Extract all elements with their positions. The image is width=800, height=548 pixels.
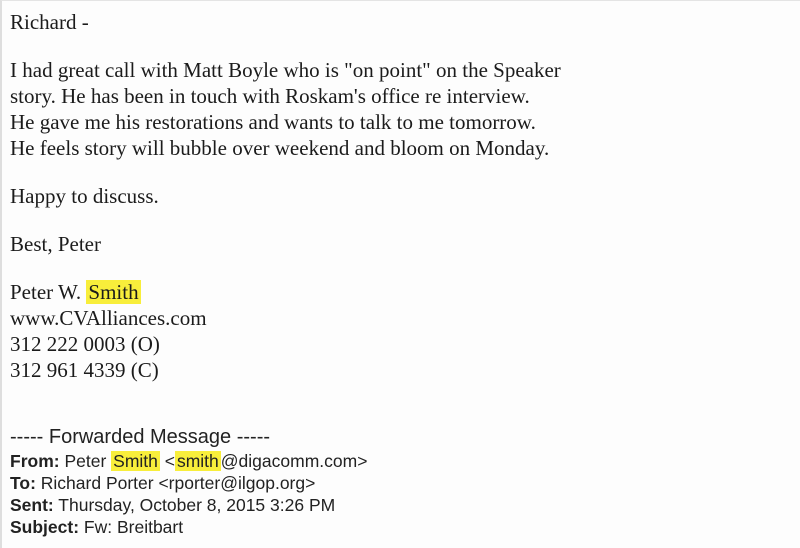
from-name-highlight: Smith bbox=[113, 451, 158, 471]
body-line: He feels story will bubble over weekend and bloom on Monday. bbox=[10, 136, 550, 160]
from-name-prefix: Peter bbox=[59, 451, 112, 471]
body-line: He gave me his restorations and wants to talk to me tomorrow. bbox=[10, 110, 536, 134]
sent-value: Thursday, October 8, 2015 3:26 PM bbox=[53, 495, 336, 515]
forwarded-sent-line bbox=[10, 494, 790, 516]
sent-label: Sent: bbox=[10, 495, 54, 515]
signature-block bbox=[10, 279, 790, 383]
signature-name-line bbox=[10, 279, 790, 305]
to-value: Richard Porter <rporter@ilgop.org> bbox=[35, 473, 316, 493]
signature-phone-cell-line: 312 961 4339 (C) bbox=[10, 358, 159, 382]
greeting-line: Richard - bbox=[10, 10, 89, 34]
forwarded-message-block bbox=[10, 425, 790, 538]
from-label: From: bbox=[10, 451, 60, 471]
forwarded-to-line bbox=[10, 472, 790, 494]
signature-name-prefix: Peter W. bbox=[10, 280, 87, 304]
forwarded-message-header: ----- Forwarded Message ----- bbox=[10, 426, 271, 448]
forwarded-from-line bbox=[10, 450, 790, 472]
body-line: I had great call with Matt Boyle who is "on point" on the Speaker bbox=[10, 58, 561, 82]
signature-website-line: www.CVAlliances.com bbox=[10, 306, 207, 330]
from-email-open: < bbox=[159, 451, 175, 471]
body-paragraph bbox=[10, 57, 790, 161]
to-label: To: bbox=[10, 473, 36, 493]
closing-happy-line: Happy to discuss. bbox=[10, 184, 159, 208]
signature-name-highlight: Smith bbox=[88, 280, 139, 304]
forwarded-subject-line bbox=[10, 516, 790, 538]
from-email-domain: @digacomm.com> bbox=[220, 451, 368, 471]
from-email-highlight: smith bbox=[176, 451, 219, 471]
email-body bbox=[10, 9, 790, 383]
signature-phone-office-line: 312 222 0003 (O) bbox=[10, 332, 160, 356]
subject-value: Fw: Breitbart bbox=[79, 517, 184, 537]
closing-best-line: Best, Peter bbox=[10, 232, 101, 256]
body-line: story. He has been in touch with Roskam's office re interview. bbox=[10, 84, 530, 108]
subject-label: Subject: bbox=[10, 517, 80, 537]
